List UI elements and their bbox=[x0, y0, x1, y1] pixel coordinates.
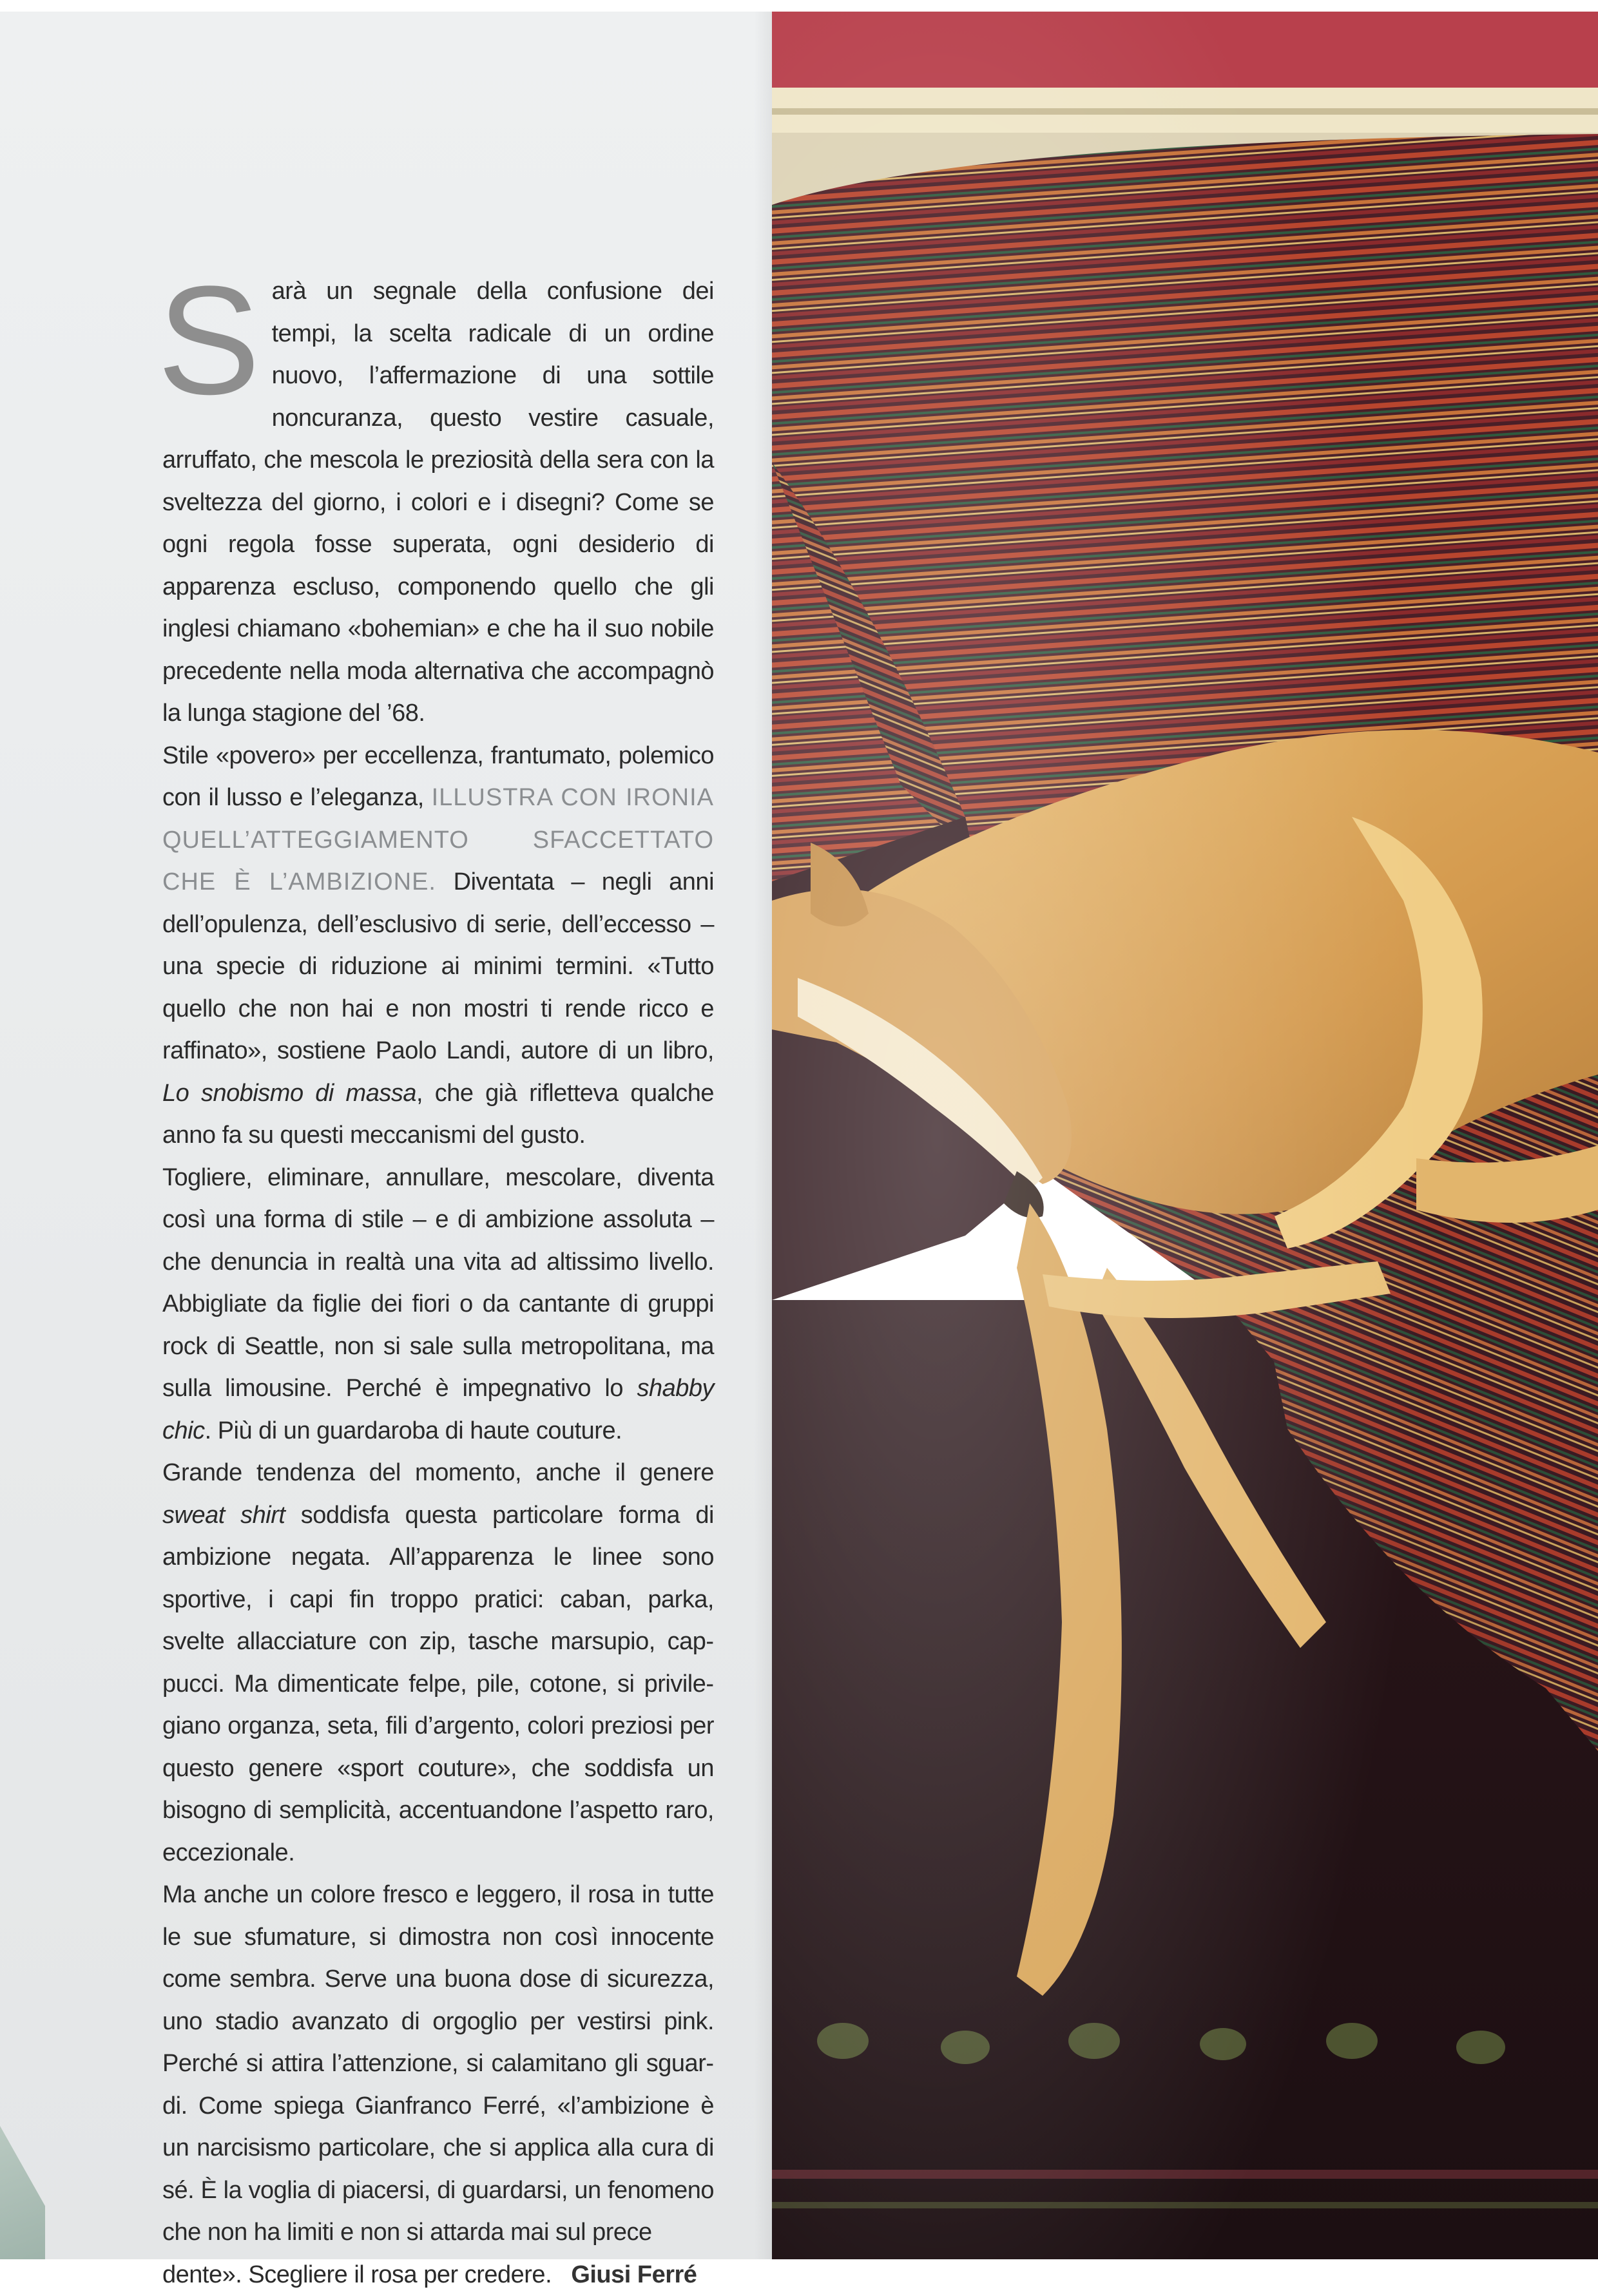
article-body bbox=[157, 254, 715, 2296]
book-title: Lo snobismo di massa bbox=[162, 1079, 416, 1107]
drop-cap: S bbox=[157, 254, 260, 426]
paragraph-3: Togliere, eliminare, annullare, mescolare, diventa così una forma di stile – e di ambizione assoluta – che denuncia in realtà una vita ad altissimo livello. Abbigliate da figlie dei fiori o da cantante di gruppi rock di Seattle, non si sale sulla metropolitana, ma sulla limousine. Perché è impegnativo lo shabby chic. Più di un guardaroba di haute couture. bbox=[162, 1163, 714, 1444]
paragraph-1: Sarà un segnale della confusione dei tempi, la scelta radicale di un ordine nuovo, l’affermazione di una sottile noncuranza, questo vestire casuale, arruffato, che mescola le preziosità della sera con la sveltezza del giorno, i colori e i disegni? Come se ogni regola fosse superata, ogni desiderio di apparenza escluso, componendo quello che gli inglesi chiamano «bohemian» e che ha il suo nobile precedente nella moda alternativa che accompagnò la lunga stagione del ’68. bbox=[157, 254, 714, 727]
highlight-caps: ILLUSTRA CON IRONIA QUELL’ATTEGGIAMENTO SFACCETTATO CHE È L’AMBIZIONE. bbox=[162, 784, 714, 895]
paragraph-4: Grande tendenza del momento, anche il genere sweat shirt soddisfa questa particolare forma di ambizione negata. All’apparenza le linee sono sportive, i capi fin troppo pratici: caban, parka, svelte allacciature con zip, tasche marsupio, cappucci. Ma dimenticate felpe, pile, cotone, si privilegiano organza, seta, fili d’argento, colori preziosi per questo genere «sport couture», che soddisfa un bisogno di semplicità, accentuandone l’aspetto raro, eccezionale. bbox=[162, 1459, 714, 1866]
author-signature: Giusi Ferré bbox=[571, 2261, 697, 2288]
paragraph-2: Stile «povero» per eccellenza, frantumato, polemico con il lusso e l’eleganza, ILLUSTRA CON IRONIA QUELL’ATTEGGIAMENTO SFACCETTATO CHE È L’AMBIZIONE. Diventata – negli anni dell’opulenza, dell’esclusivo di serie, dell’eccesso – una specie di riduzione ai minimi termini. «Tutto quello che non hai e non mostri ti rende ricco e raffinato», sostiene Paolo Landi, autore di un libro, Lo snobismo di massa, che già rifletteva qualche anno fa su questi meccanismi del gusto. bbox=[162, 741, 715, 1149]
paragraph-5: Ma anche un colore fresco e leggero, il rosa in tutte le sue sfumature, si dimostra non così innocente come sembra. Serve una buona dose di sicurezza, uno stadio avanzato di orgoglio per vestirsi pink. Perché si attira l’attenzione, si calamitano gli sguardi. Come spiega Gianfranco Ferré, «l’ambizione è un narcisismo particolare, che si applica alla cura di sé. È la voglia di piacersi, di guardarsi, un fenomeno che non ha limiti e non si attarda mai sul prece dente». Scegliere il rosa per credere. Giusi Ferré bbox=[162, 1881, 714, 2288]
photo-illustration bbox=[772, 12, 1598, 2259]
dog-photo bbox=[772, 12, 1598, 2259]
page-fold-shadow bbox=[754, 12, 773, 2259]
